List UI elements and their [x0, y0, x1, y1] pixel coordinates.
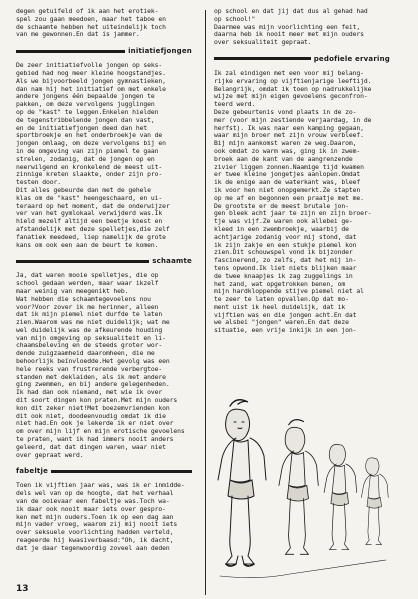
paragraph: Ja, dat waren mooie spelletjes, die op school gedaan werden, maar waar ikzelf maar weinig van meegenikt heb. Wat hebben die schaamtegevoelens nou voor?Voor zover ik me herinner, alleen dat ik mijn piemel niet durfde te laten zien.Waarom was me niet duidelijk; wat me wel duidelijk was de afkeurende houding van mijn omgeving op seksualiteit en li- chaamsbeleving en de steeds groter wor- dende zuigzaamheid daaromheen, die me behoorlijk beïnvloedde.Het gevolg was een hele reeks van frustrerende verbergtoe- standen met deklaiden, als ik met andere ging zwemmen, en bij andere gelegenheden. Ik had dan ook niemand, met wie ik over dit soort dingen kon praten.Met mijn ouders kon dit zeker niet!Met boezemvrienden kon dit ook niet, doodeenvoudig omdat ik die niet had.En ook je lekerde ik er niet over om over mijn lijf en mijn erotische gevoelens te praten, want ik had immers nooit anders geleerd, dat dat dingen waren, waar niet over gepraat werd.	[16, 271, 185, 459]
section-heading-fabeltje	[16, 465, 192, 477]
section-title: pedofiele ervaring	[313, 54, 390, 63]
paragraph: Toen ik vijftien jaar was, was ik er inmidde- dels wel van op de hoogte, dat het verhaal van de ooievaar een fabeltje was.Toch wa- ik daar ook nooit maar iets over gespro- ken met mijn ouders.Toen ik op een dag aan mijn vader vroeg, waarom zij mij nooit iets over seksuele voorlichting hadden verteld, reageerde hij kwasiverbaasd:"Oh, ik dacht, dat je daar tegenwoordig zoveel aan deden	[16, 481, 185, 552]
paragraph: De zeer initiatiefvolle jongen op seks- gebied had nog meer kleine hoogstandjes. Als we bijvoorbeeld jongen gymnastieken, dan nam hij het initiatief om met enkele andere jongens één bepaalde jongen te pakken, om deze vervolgens jugglingen op de "kast" te leggen.Enkelen hielden de tegenstribbelende jongen dan vast, en de initiatiefjongen deed dan het sportbroekje en het onderbroekje van de jongen omlaag, om deze vervolgens bij en in de omgeving van zijn piemel te gaan strelen, zodanig, dat de jongen op en neerwilgend en kronkelend de meest uit- zinnige kreten slaakte, onder zijn pro- testen door.	[16, 61, 166, 187]
boy-figure-2	[279, 420, 318, 555]
heading-rule	[51, 470, 192, 473]
paragraph: Ik zal eindigen met een voor mij belang- rijke ervaring op vijftienjarige leeftijd. Belangrijk, omdat ik toen op nadrukkelijke wijze met mijn eigen gevoelens geconfron- teerd werd. Deze gebeurtenis vond plaats in de zo- mer (voor mijn zestiende verjaardag, in de herfst). Ik was naar een kamping gegaan, waar mijn broer met zijn vrouw verbleef. Bij mijn aankomst waren ze weg.Daarom, ook omdat zo warm was, ging ik in zwem- broek aan de kant van de aangrenzende zivier liggen zonnen.Naamige tijd kwamen er twee kleine jongetjes aanlopen.Omdat ik de enige aan de waterkant was, bleef ik voor hen niet onopgemerkt.Ze stapten op me af en begonnen een praatje met me. De grootste er de meest brutale jon- gen bleek acht jaar te zijn en zijn broer- tje was vijf.Ze waren ook allebei ge- kleed in een zwembroekje, waarbij de achtjarige zodanig voor mij stond, dat ik zijn zakje en een stukje piemel kon zien.Dit schouwspel vond ik bijzonder fascinerend, zo zelfs, dat het mij in- tens opwond.Ik liet niets blijken maar de twee knaapjes ik zag zuggelings in het zand, wat opgetrokken benen, om mijn hardkloppende stijve piemel niet al te zeer te laten opvallen.Op dat mo- ment uist ik heel duidelijk, dat ik vijftien was en die jongen acht.En dat we alsbei "jongen" waren.En dat deze situatie, een vrije inkijk in een jon-	[214, 68, 372, 335]
column-divider	[205, 10, 206, 595]
page-number: 13	[16, 584, 29, 594]
section-title: fabeltje	[16, 467, 49, 476]
paragraph: Dit alles gebeurde dan met de gehele klas om de "kast" heengeschaard, en ui- teraard op het moment, dat de onderwijzer ver van het gymlokaal verwijderd was.Ik hield mezelf altijd een beetje koest en afstandelijk met deze spelletjes,die zelf fanatiek meedeed, liep namelijk de grote kans om ook een aan de beurt te komen.	[16, 185, 170, 249]
four-boys-illustration	[212, 388, 392, 593]
left-intro-text: degen getuifeld of ik aan het erotiek- spel zou gaan meedoen, maar het taboe en de schaamte hebben het uiteindelijk toch van me gewonnen.En dat is jammer.	[16, 7, 166, 39]
right-column	[214, 8, 390, 335]
left-column	[16, 8, 192, 553]
boy-figure-4	[361, 458, 388, 545]
section-title: schaamte	[152, 257, 192, 266]
section-heading-initiatiefjongen	[16, 45, 192, 57]
section-title: initiatiefjongen	[128, 47, 192, 56]
section-heading-pedofiele-ervaring	[214, 53, 390, 65]
heading-rule	[16, 260, 149, 263]
boy-figure-1	[218, 400, 266, 566]
heading-rule	[214, 57, 311, 60]
heading-rule	[16, 50, 125, 53]
section-heading-schaamte	[16, 255, 192, 267]
boy-figure-3	[324, 444, 357, 549]
right-intro-text: op school en dat jij dat dus al gehad had op school!" Daarmee was mijn voorlichting een feit, daarna heb ik nooit meer met mijn ouders over seksualiteit gepraat.	[214, 7, 368, 47]
